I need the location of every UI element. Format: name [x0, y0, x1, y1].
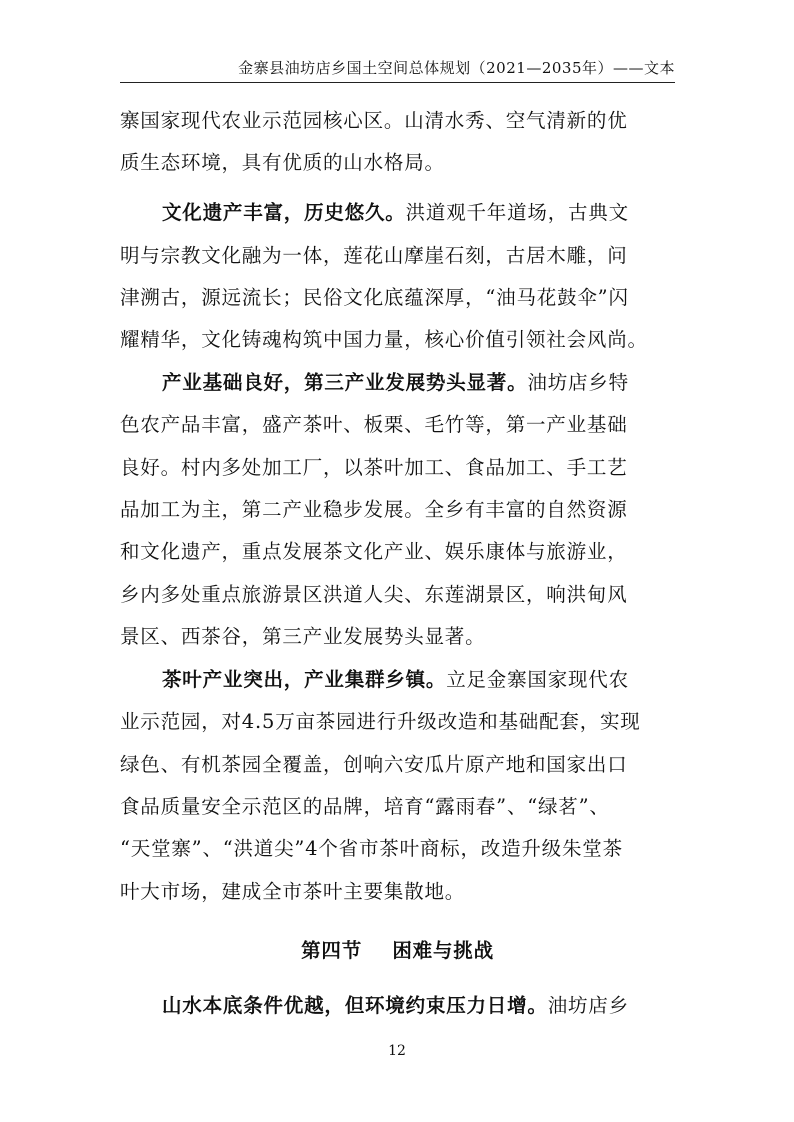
paragraph-line: 津溯古，源远流长；民俗文化底蕴深厚，“油马花鼓伞”闪 — [120, 286, 629, 309]
paragraph-line: 耀精华，文化铸魂构筑中国力量，核心价值引领社会风尚。 — [120, 328, 648, 351]
paragraph-line — [162, 363, 722, 403]
paragraph-line: 色农产品丰富，盛产茶叶、板栗、毛竹等，第一产业基础 — [120, 413, 628, 436]
paragraph-line: 乡内多处重点旅游景区洪道人尖、东莲湖景区，响洪甸风 — [120, 583, 628, 606]
paragraph-line: 食品质量安全示范区的品牌，培育“露雨春”、“绿茗”、 — [120, 795, 610, 818]
section-heading: 第四节 困难与挑战 — [301, 939, 494, 962]
paragraph-line: 和文化遗产，重点发展茶文化产业、娱乐康体与旅游业， — [120, 540, 628, 563]
running-header: 金寨县油坊店乡国土空间总体规划（2021—2035年）——文本 — [238, 59, 675, 77]
paragraph-lead: 文化遗产丰富，历史悠久。 — [162, 201, 406, 224]
paragraph-line — [162, 660, 722, 700]
paragraph-line: 明与宗教文化融为一体，莲花山摩崖石刻，古居木雕，问 — [120, 244, 628, 267]
paragraph-line: 品加工为主，第二产业稳步发展。全乡有丰富的自然资源 — [120, 498, 628, 521]
paragraph-line: 绿色、有机茶园全覆盖，创响六安瓜片原产地和国家出口 — [120, 753, 628, 776]
paragraph-line: 质生态环境，具有优质的山水格局。 — [120, 151, 445, 174]
paragraph-text: 油坊店乡特 — [527, 371, 629, 394]
paragraph-line — [162, 986, 722, 1026]
paragraph-text: 油坊店乡 — [547, 994, 629, 1017]
paragraph-lead: 产业基础良好，第三产业发展势头显著。 — [162, 371, 528, 394]
paragraph-text: 立足金寨国家现代农 — [446, 668, 629, 691]
paragraph-line: 业示范园，对4.5万亩茶园进行升级改造和基础配套，实现 — [120, 710, 641, 733]
paragraph-line: 良好。村内多处加工厂，以茶叶加工、食品加工、手工艺 — [120, 456, 628, 479]
paragraph-text: 洪道观千年道场，古典文 — [405, 201, 629, 224]
paragraph-line: 景区、西茶谷，第三产业发展势头显著。 — [120, 625, 486, 648]
page-number: 12 — [388, 1043, 406, 1059]
paragraph-line: “天堂寨”、“洪道尖”4个省市茶叶商标，改造升级朱堂茶 — [120, 837, 623, 860]
paragraph-line: 寨国家现代农业示范园核心区。山清水秀、空气清新的优 — [120, 109, 628, 132]
paragraph-lead: 山水本底条件优越，但环境约束压力日增。 — [162, 994, 548, 1017]
paragraph-line — [162, 193, 722, 233]
paragraph-line: 叶大市场，建成全市茶叶主要集散地。 — [120, 880, 466, 903]
header-divider — [120, 82, 675, 83]
paragraph-lead: 茶叶产业突出，产业集群乡镇。 — [162, 668, 447, 691]
